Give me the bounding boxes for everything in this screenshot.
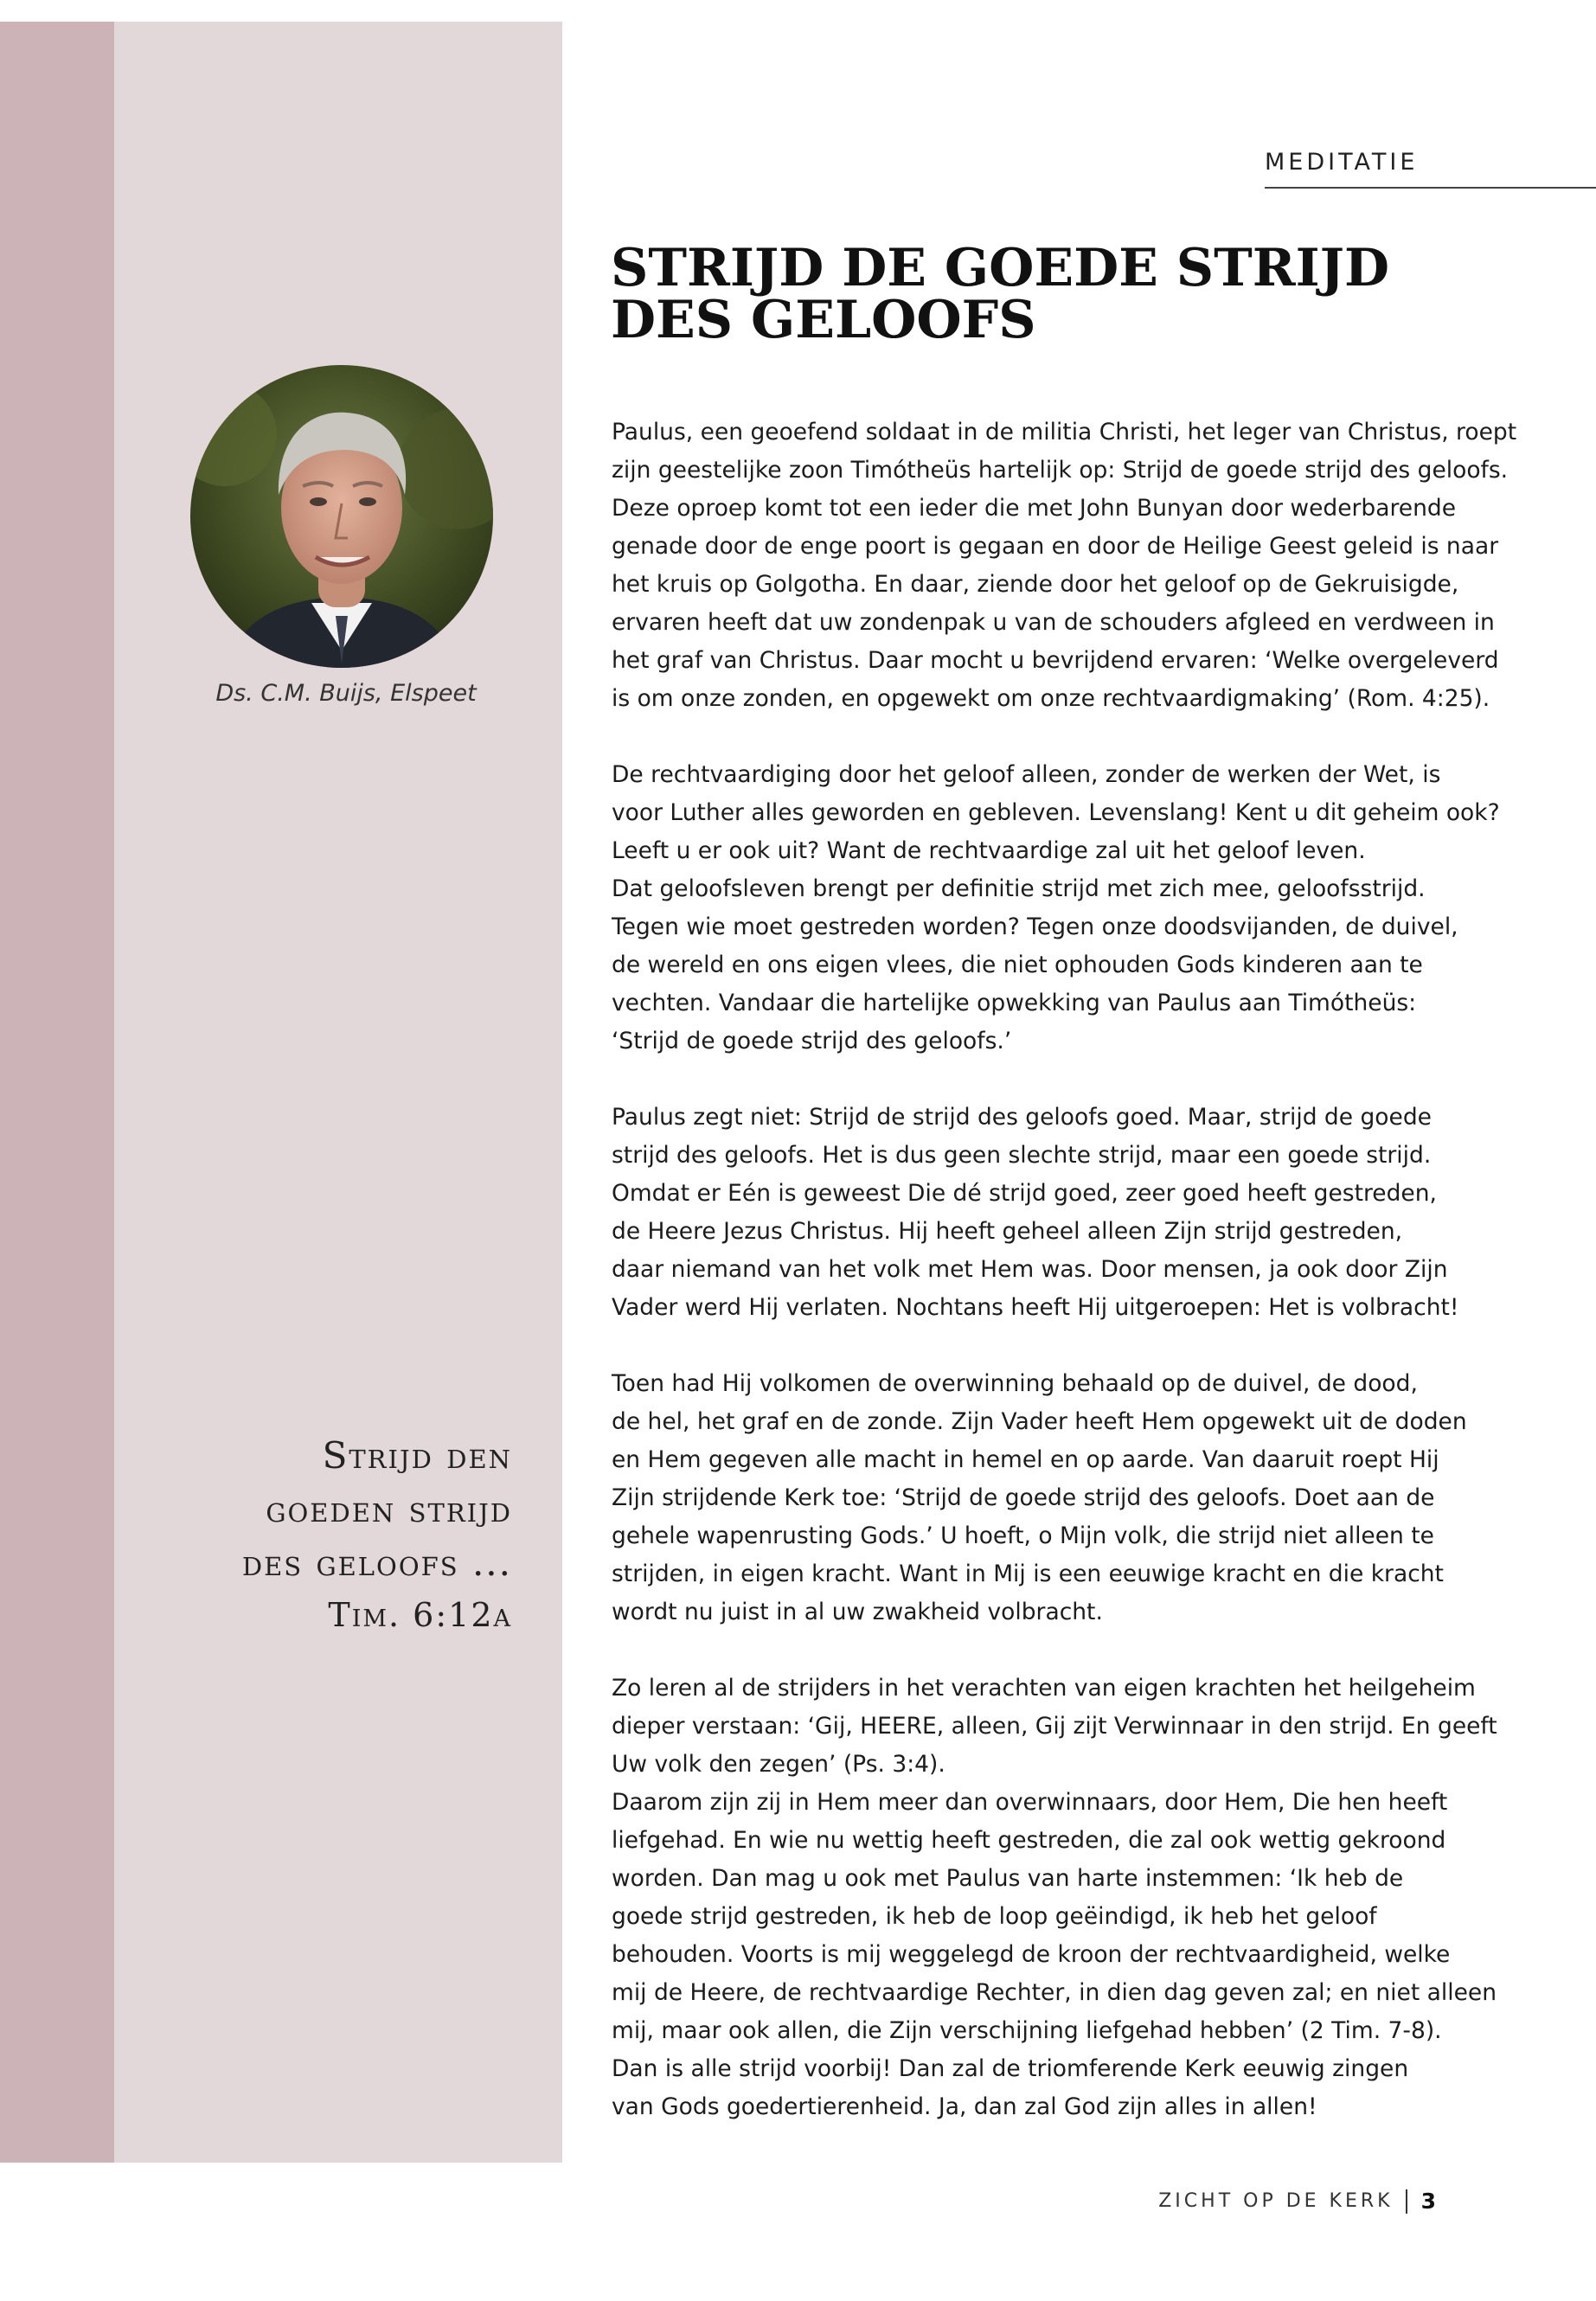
article-body: [612, 413, 1517, 2164]
text-line: vechten. Vandaar die hartelijke opwekking van Paulus aan Timótheüs:: [612, 990, 1417, 1016]
text-line: Zijn strijdende Kerk toe: ‘Strijd de goede strijd des geloofs. Doet aan de: [612, 1484, 1435, 1511]
text-line: Deze oproep komt tot een ieder die met John Bunyan door wederbarende: [612, 495, 1457, 522]
text-line: Dat geloofsleven brengt per definitie strijd met zich mee, geloofsstrijd.: [612, 875, 1426, 902]
text-line: mij, maar ook allen, die Zijn verschijning liefgehad hebben’ (2 Tim. 7-8).: [612, 2017, 1442, 2044]
text-line: Daarom zijn zij in Hem meer dan overwinnaars, door Hem, Die hen heeft: [612, 1789, 1448, 1816]
text-line: wordt nu juist in al uw zwakheid volbracht.: [612, 1599, 1103, 1625]
pull-quote-reference: Tim. 6:12a: [328, 1596, 512, 1634]
article-title-line: DES GELOOFS: [611, 290, 1036, 350]
text-line: liefgehad. En wie nu wettig heeft gestreden, die zal ook wettig gekroond: [612, 1827, 1446, 1854]
text-line: Uw volk den zegen’ (Ps. 3:4).: [612, 1751, 945, 1778]
text-line: Omdat er Eén is geweest Die dé strijd goed, zeer goed heeft gestreden,: [612, 1180, 1437, 1207]
text-line: Paulus, een geoefend soldaat in de militia Christi, het leger van Christus, roept: [612, 419, 1517, 445]
footer-divider: [1406, 2189, 1407, 2214]
text-line: van Gods goedertierenheid. Ja, dan zal God zijn alles in allen!: [612, 2093, 1317, 2120]
sidebar-panel: [114, 22, 562, 2163]
author-caption: Ds. C.M. Buijs, Elspeet: [215, 680, 477, 707]
text-line: is om onze zonden, en opgewekt om onze rechtvaardigmaking’ (Rom. 4:25).: [612, 685, 1490, 712]
text-line: Dan is alle strijd voorbij! Dan zal de triomferende Kerk eeuwig zingen: [612, 2055, 1409, 2082]
pull-quote-line: des geloofs ...: [241, 1541, 512, 1584]
text-line: Vader werd Hij verlaten. Nochtans heeft Hij uitgeroepen: Het is volbracht!: [612, 1294, 1459, 1321]
text-line: strijd des geloofs. Het is dus geen slechte strijd, maar een goede strijd.: [612, 1142, 1432, 1169]
author-portrait: [190, 365, 493, 668]
text-line: dieper verstaan: ‘Gij, HEERE, alleen, Gij zijt Verwinnaar in den strijd. En geeft: [612, 1713, 1497, 1740]
text-line: het kruis op Golgotha. En daar, ziende door het geloof op de Gekruisigde,: [612, 571, 1459, 598]
text-line: mij de Heere, de rechtvaardige Rechter, in dien dag geven zal; en niet alleen: [612, 1979, 1497, 2006]
text-line: daar niemand van het volk met Hem was. Door mensen, ja ook door Zijn: [612, 1256, 1448, 1283]
text-line: de hel, het graf en de zonde. Zijn Vader heeft Hem opgewekt uit de doden: [612, 1408, 1467, 1435]
paragraph: [612, 1099, 1477, 1327]
text-line: gehele wapenrusting Gods.’ U hoeft, o Mijn volk, die strijd niet alleen te: [612, 1522, 1434, 1549]
article-title: [611, 238, 1476, 350]
section-rule: [1265, 187, 1596, 189]
text-line: de wereld en ons eigen vlees, die niet ophouden Gods kinderen aan te: [612, 952, 1423, 978]
section-label: MEDITATIE: [1265, 149, 1419, 176]
page-number: 3: [1420, 2189, 1436, 2214]
paragraph: [612, 1670, 1497, 2126]
page-footer: [1158, 2189, 1436, 2214]
publication-name: ZICHT OP DE KERK: [1158, 2190, 1394, 2212]
text-line: goede strijd gestreden, ik heb de loop geëindigd, ik heb het geloof: [612, 1903, 1377, 1930]
sidebar-accent-band: [0, 22, 114, 2163]
text-line: Tegen wie moet gestreden worden? Tegen onze doodsvijanden, de duivel,: [612, 913, 1458, 940]
text-line: genade door de enge poort is gegaan en door de Heilige Geest geleid is naar: [612, 533, 1499, 560]
text-line: en Hem gegeven alle macht in hemel en op aarde. Van daaruit roept Hij: [612, 1446, 1439, 1473]
text-line: Paulus zegt niet: Strijd de strijd des geloofs goed. Maar, strijd de goede: [612, 1104, 1432, 1131]
paragraph: [612, 413, 1517, 718]
text-line: het graf van Christus. Daar mocht u bevrijdend ervaren: ‘Welke overgeleverd: [612, 647, 1499, 674]
text-line: ervaren heeft dat uw zondenpak u van de schouders afgleed en verdween in: [612, 609, 1495, 636]
text-line: De rechtvaardiging door het geloof alleen, zonder de werken der Wet, is: [612, 761, 1441, 788]
pull-quote-line: goeden strijd: [266, 1488, 512, 1530]
paragraph: [612, 756, 1500, 1061]
text-line: worden. Dan mag u ook met Paulus van harte instemmen: ‘Ik heb de: [612, 1865, 1404, 1892]
text-line: behouden. Voorts is mij weggelegd de kroon der rechtvaardigheid, welke: [612, 1941, 1451, 1968]
text-line: strijden, in eigen kracht. Want in Mij is een eeuwige kracht en die kracht: [612, 1561, 1444, 1587]
pull-quote: [130, 1429, 512, 1640]
text-line: zijn geestelijke zoon Timótheüs hartelijk op: Strijd de goede strijd des geloofs.: [612, 457, 1509, 484]
text-line: Toen had Hij volkomen de overwinning behaald op de duivel, de dood,: [612, 1370, 1418, 1397]
text-line: voor Luther alles geworden en gebleven. Levenslang! Kent u dit geheim ook?: [612, 799, 1500, 826]
article-title-line: STRIJD DE GOEDE STRIJD: [611, 238, 1390, 298]
text-line: Zo leren al de strijders in het verachten van eigen krachten het heilgeheim: [612, 1675, 1476, 1702]
text-line: Leeft u er ook uit? Want de rechtvaardige zal uit het geloof leven.: [612, 837, 1366, 864]
author-photo-illustration: [190, 365, 493, 668]
pull-quote-line: Strijd den: [322, 1434, 512, 1477]
text-line: ‘Strijd de goede strijd des geloofs.’: [612, 1028, 1012, 1054]
text-line: de Heere Jezus Christus. Hij heeft geheel alleen Zijn strijd gestreden,: [612, 1218, 1403, 1245]
paragraph: [612, 1365, 1477, 1631]
